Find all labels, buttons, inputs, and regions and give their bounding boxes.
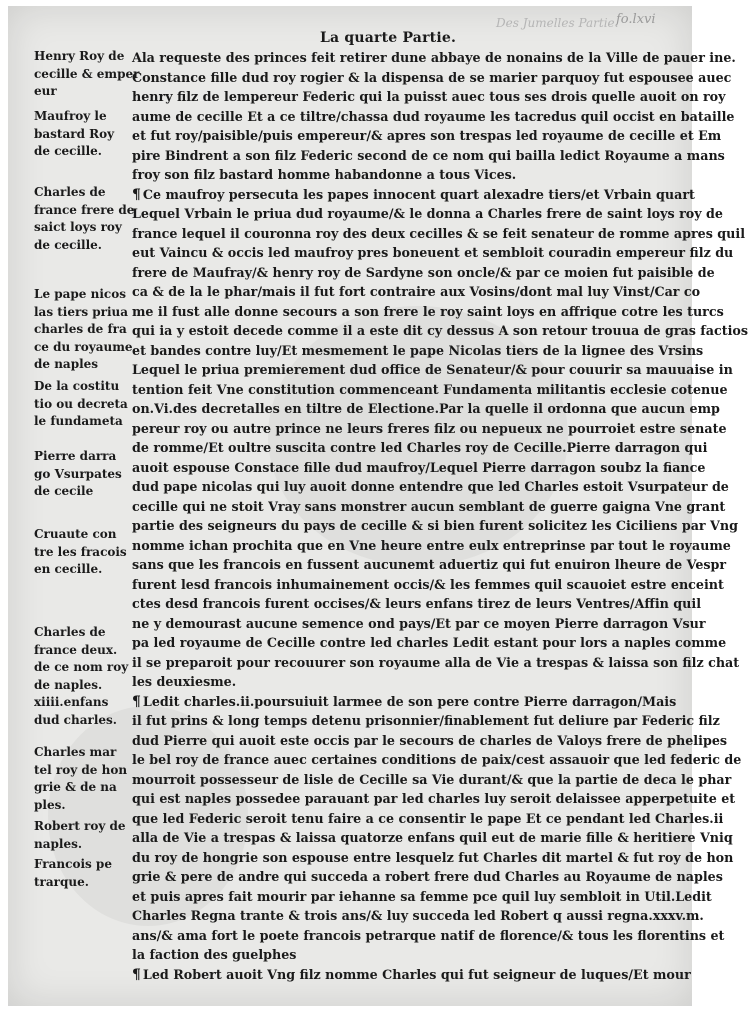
margin-note-line: tio ou decreta xyxy=(34,396,128,411)
margin-note-line: france deux. xyxy=(34,642,118,657)
margin-note-line: Maufroy le xyxy=(34,109,107,123)
folio-number: fo.lxvi xyxy=(616,12,656,27)
text-line: cecille qui ne stoit Vray sans monstrer aucun semblant de guerre gaigna Vne grant xyxy=(132,498,726,514)
margin-note xyxy=(34,48,140,101)
margin-note-line: saict loys roy xyxy=(34,220,122,234)
margin-note-line: Francois pe xyxy=(34,857,112,871)
text-line: pire Bindrent a son filz Federic second de ce nom qui bailla ledict Royaume a mans xyxy=(132,147,725,163)
margin-note-line: eur xyxy=(34,84,57,98)
margin-note-line: trarque. xyxy=(34,874,89,889)
manuscript-page xyxy=(8,6,748,1006)
margin-note xyxy=(34,378,130,431)
text-line: dud Pierre qui auoit este occis par le secours de charles de Valoys frere de phelipes xyxy=(132,732,728,748)
text-line: du roy de hongrie son espouse entre lesquelz fut Charles dit martel & fut roy de hon xyxy=(132,849,734,865)
margin-note-line: grie & de na xyxy=(34,780,117,794)
margin-note-line: Charles mar xyxy=(34,745,117,759)
text-line: ¶ Led Robert auoit Vng filz nomme Charles qui fut seigneur de luques/Et mour xyxy=(132,966,691,983)
text-line: me il fust alle donne secours a son frere le roy saint loys en affrique cotre les turcs xyxy=(132,303,724,319)
margin-note xyxy=(34,108,130,161)
text-line: il fut prins & long temps detenu prisonnier/finablement fut deliure par Federic filz xyxy=(132,713,720,728)
text-line: grie & pere de andre qui succeda a robert frere dud Charles au Royaume de naples xyxy=(132,869,723,884)
margin-note-line: de cecille. xyxy=(34,237,102,252)
text-line: froy son filz bastard homme habandonne a tous Vices. xyxy=(132,167,517,182)
text-line: sans que les francois en fussent aucunemt aduertiz qui fut enuiron lheure de Vespr xyxy=(132,557,727,572)
margin-note-line: charles de fra xyxy=(34,322,127,336)
margin-note xyxy=(34,526,130,579)
margin-note xyxy=(34,448,130,501)
paragraph-mark-icon: ¶ xyxy=(132,186,141,203)
margin-note xyxy=(34,856,130,891)
margin-note-line: Le pape nicos xyxy=(34,287,126,301)
text-line: le bel roy de france auec certaines conditions de paix/cest assauoir que led federic de xyxy=(132,752,742,767)
text-line: ¶ Ce maufroy persecuta les papes innocent quart alexadre tiers/et Vrbain quart xyxy=(132,186,695,203)
text-line: alla de Vie a trespas & laissa quatorze enfans quil eut de marie fille & heritiere Vniq xyxy=(132,830,733,845)
margin-note-line: en cecille. xyxy=(34,562,103,576)
text-line: ctes desd francois furent occises/& leurs enfans tirez de leurs Ventres/Affin quil xyxy=(132,596,702,611)
margin-note-line: las tiers priua xyxy=(34,304,129,319)
margin-note-line: de naples xyxy=(34,357,99,371)
text-line: ans/& ama fort le poete francois petrarque natif de florence/& tous les florentins et xyxy=(132,927,725,943)
margin-note-line: de naples. xyxy=(34,677,103,692)
text-line: Charles Regna trante & trois ans/& luy succeda led Robert q aussi regna.xxxv.m. xyxy=(132,908,704,923)
text-line: et fut roy/paisible/puis empereur/& apres son trespas led royaume de cecille et Em xyxy=(132,128,722,143)
margin-note-line: le fundameta xyxy=(34,414,123,428)
text-line: henry filz de lempereur Federic qui la puisst auec tous ses drois quelle auoit on roy xyxy=(132,89,726,104)
margin-note-line: Charles de xyxy=(34,625,106,639)
text-line: et bandes contre luy/Et mesmement le pape Nicolas tiers de la lignee des Vrsins xyxy=(132,342,704,358)
bleed-through-text: Des Jumelles Partie. xyxy=(496,16,619,30)
margin-note-line: go Vsurpates xyxy=(34,466,122,481)
text-line: qui est naples possedee parauant par led charles luy seroit delaissee apperpetuite et xyxy=(132,791,736,806)
text-line: qui ia y estoit decede comme il a este dit cy dessus A son retour trouua de gras factios xyxy=(132,323,748,338)
margin-note-line: dud charles. xyxy=(34,712,117,727)
text-line: france lequel il couronna roy des deux cecilles & se feit senateur de romme apres quil xyxy=(132,225,746,241)
text-line: auoit espouse Constace fille dud maufroy/Lequel Pierre darragon soubz la fiance xyxy=(132,459,706,475)
text-line: eut Vaincu & occis led maufroy pres boneuent et sembloit couradin empereur filz du xyxy=(132,245,734,260)
text-line: frere de Maufray/& henry roy de Sardyne son oncle/& par ce moien fut paisible de xyxy=(132,264,715,280)
paragraph-mark-icon: ¶ xyxy=(132,693,141,710)
text-line: Lequel le priua premierement dud office de Senateur/& pour couurir sa mauuaise in xyxy=(132,362,733,377)
text-line: ne y demourast aucune semence ond pays/Et par ce moyen Pierre darragon Vsur xyxy=(132,615,706,631)
margin-note-line: ce du royaume xyxy=(34,339,133,354)
margin-note-line: de ce nom roy xyxy=(34,660,129,674)
text-line: Lequel Vrbain le priua dud royaume/& le donna a Charles frere de saint loys roy de xyxy=(132,206,723,221)
text-line: les deuxiesme. xyxy=(132,674,237,689)
margin-note-line: Charles de xyxy=(34,185,106,199)
margin-note-line: xiiii.enfans xyxy=(34,695,109,709)
text-line: aume de cecille Et a ce tiltre/chassa dud royaume les tacredus quil occist en bataille xyxy=(132,108,735,124)
margin-note xyxy=(34,624,130,729)
text-line: dud pape nicolas qui luy auoit donne entendre que led Charles estoit Vsurpateur de xyxy=(132,479,729,494)
text-line: il se preparoit pour recouurer son royaume alla de Vie a trespas & laissa son filz chat xyxy=(132,654,740,670)
margin-note-line: tre les fracois xyxy=(34,544,127,559)
text-line: pa led royaume de Cecille contre led charles Ledit estant pour lors a naples comme xyxy=(132,635,727,650)
text-line: tention feit Vne constitution commenceant Fundamenta militantis ecclesie cotenue xyxy=(132,381,728,397)
text-line: mourroit possesseur de lisle de Cecille sa Vie durant/& que la partie de deca le phar xyxy=(132,771,732,787)
text-line: partie des seigneurs du pays de cecille & si bien furent solicitez les Ciciliens par Vng xyxy=(132,518,738,533)
margin-note xyxy=(34,818,130,853)
text-line: pereur roy ou autre prince ne leurs freres filz ou nepueux ne pourroiet estre senate xyxy=(132,420,727,436)
margin-note-line: bastard Roy xyxy=(34,126,115,141)
text-line: de romme/Et oultre suscita contre led Charles roy de Cecille.Pierre darragon qui xyxy=(132,440,708,455)
text-line: ¶ Ledit charles.ii.poursuiuit larmee de son pere contre Pierre darragon/Mais xyxy=(132,693,677,710)
text-line: la faction des guelphes xyxy=(132,947,297,962)
margin-note-line: tel roy de hon xyxy=(34,762,128,777)
text-line: que led Federic seroit tenu faire a ce consentir le pape Et ce pendant led Charles.ii xyxy=(132,810,724,826)
margin-note-line: france frere de xyxy=(34,202,135,217)
margin-note-line: de cecille. xyxy=(34,144,102,158)
text-line: furent lesd francois inhumainement occis/& les femmes quil scauoiet estre enceint xyxy=(132,576,724,592)
text-line: Ala requeste des princes feit retirer dune abbaye de nonains de la Ville de pauer ine. xyxy=(132,50,736,65)
margin-note-line: Robert roy de xyxy=(34,819,126,833)
text-line: et puis apres fait mourir par iehanne sa femme pce quil luy sembloit in Util.Ledit xyxy=(132,888,712,904)
text-line: Constance fille dud roy rogier & la dispensa de se marier parquoy fut espousee auec xyxy=(132,69,732,85)
margin-note-line: De la costitu xyxy=(34,379,120,393)
margin-note-line: ples. xyxy=(34,797,66,812)
margin-note xyxy=(34,184,135,254)
margin-note-line: de cecile xyxy=(34,484,94,498)
text-line: ca & de la le phar/mais il fut fort contraire aux Vosins/dont mal luy Vinst/Car co xyxy=(132,284,701,299)
margin-note-line: naples. xyxy=(34,836,83,851)
margin-note xyxy=(34,286,133,374)
text-line: on.Vi.des decretalles en tiltre de Electione.Par la quelle il ordonna que aucun emp xyxy=(132,401,720,416)
margin-note-line: Henry Roy de xyxy=(34,49,125,63)
running-title: La quarte Partie. xyxy=(320,30,457,46)
margin-note-line: Pierre darra xyxy=(34,449,117,463)
paragraph-mark-icon: ¶ xyxy=(132,966,141,983)
text-line: nomme ichan prochita que en Vne heure entre eulx entreprinse par tout le royaume xyxy=(132,537,731,553)
margin-note-line: Cruaute con xyxy=(34,527,117,541)
margin-note xyxy=(34,744,130,814)
margin-note-line: cecille & emper xyxy=(34,66,140,81)
main-text-block xyxy=(132,48,748,984)
